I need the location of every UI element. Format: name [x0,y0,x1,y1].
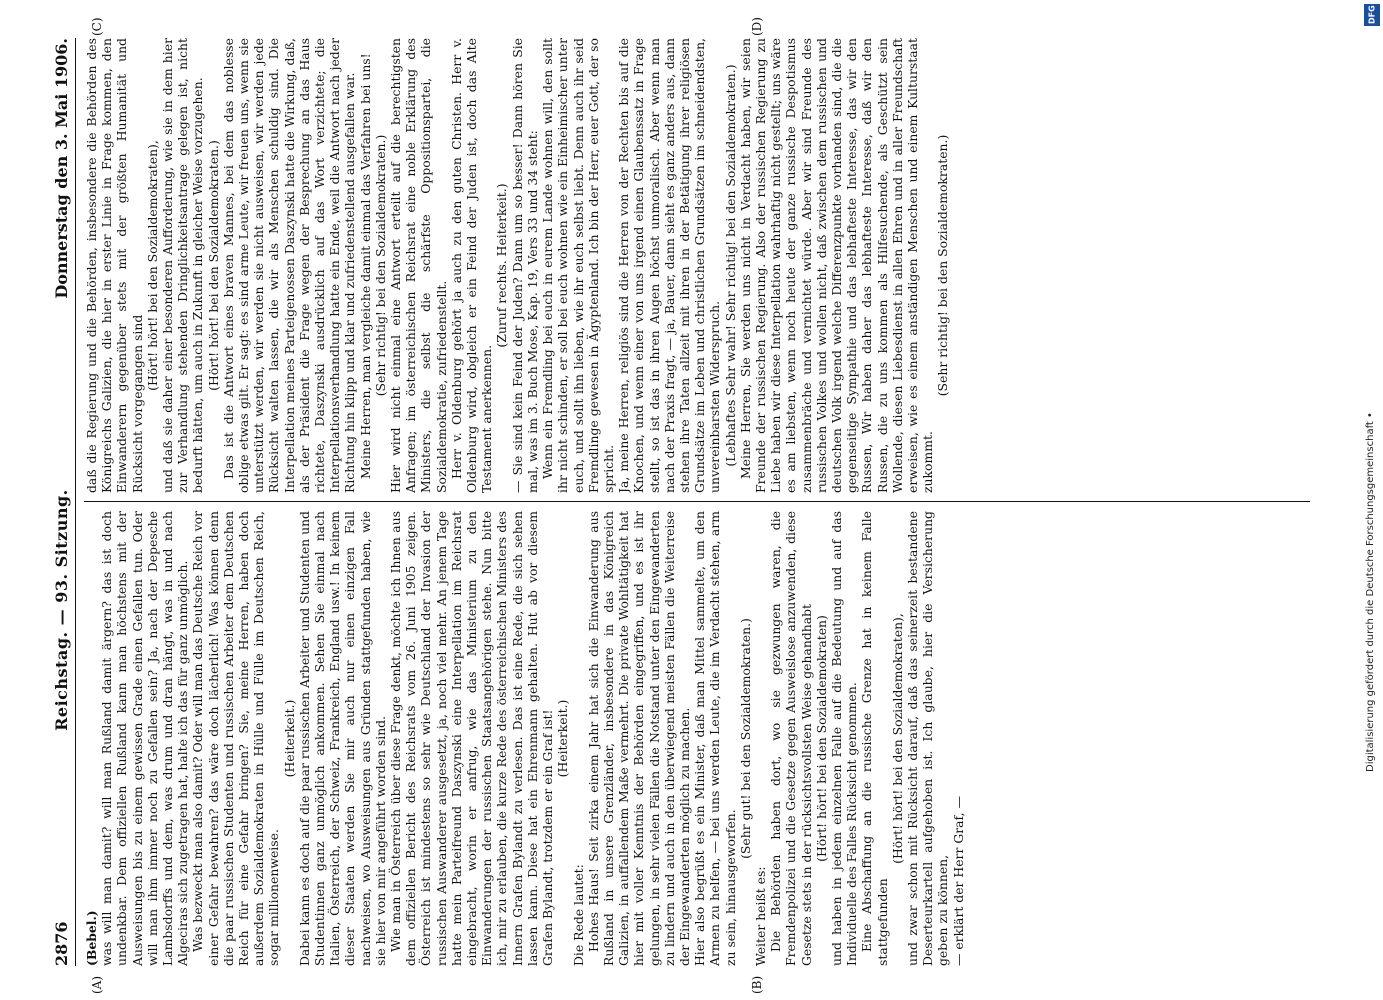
paragraph: Hier wird nicht einmal eine Antwort erteilt auf die berechtigsten Anfragen; im österreichischen Reichsrat eine noble Erklärung des Ministers, die selbst die schärfste Oppositionspartei, die Sozialdemokratie, zufriedenstellt. [388,38,449,493]
paragraph: Hohes Haus! Seit zirka einem Jahr hat sich die Einwanderung aus Rußland in unsere Grenzländer, insbesondere in das Königreich Galizien, in auffallendem Maße vermehrt. Die private Wohltätigkeit hat hier mit voller Kenntnis der Behörden eingegriffen, und es ist ihr gelungen, in sehr vielen Fällen die Notstand unter den Eingewanderten zu lindern und auch in den überwiegend meisten Fällen die Weiterreise der Eingewanderten möglich zu machen. [585,511,692,966]
paragraph: und zwar schon mit Rücksicht darauf, daß das seinerzeit bestandene Deserteurkartell aufgehoben ist. Ich glaube, hier die Versicherung geben zu können, [904,511,951,966]
paragraph: Hier also begrüßt es ein Minister, daß man Mittel sammelte, um den Armen zu helfen, — bei uns werden Leute, die im Verdacht stehen, arm zu sein, hinausgeworfen. [692,511,738,966]
header-left-title: Reichstag. — 93. Sitzung. [52,489,71,731]
interjection: (Heiterkeit.) [555,699,571,778]
margin-marker-b: (B) [750,975,764,994]
margin-marker-d: (D) [750,17,764,36]
interjection: (Lebhaftes Sehr wahr! Sehr richtig! bei den Sozialdemokraten.) [722,64,738,467]
interjection: (Sehr gut! bei den Sozialdemokraten.) [737,618,753,859]
margin-marker-c: (C) [90,17,104,36]
paragraph: was will man damit? will man Rußland damit ärgern? das ist doch undenkbar. Dem offiziellen Rußland kann man höchstens mit der Ausweisungen bis zu einem gewissen Grade einen Gefallen tun. Oder will man ihm immer noch zu Gefallen sein? Ja, nach der Depesche Lambsdorffs und dem, was drum und dran hängt, was in und nach Algeciras sich zugetragen hat, halte ich das für ganz unmöglich. [99,511,191,966]
text-columns [84,38,1304,966]
digitization-credit: Digitalisierung gefördert durch die Deutsche Forschungsgemeinschaft • [1365,412,1376,772]
paragraph: Weiter heißt es: [752,866,768,966]
paragraph: Das ist die Antwort eines braven Mannes, bei dem das noblesse oblige etwas gilt. Er sagt: es sind arme Leute, wir freuen uns, wenn sie unterstützt werden, wir werden sie nicht ausweisen, wir werden jede Rücksicht walten lassen, die wir als Menschen schuldig sind. Die Interpellation meines Parteigenossen Daszynski hatte die Wirkung, daß, als der Präsident die Frage wegen der Besprechung an das Haus richtete, Daszynski ausdrücklich auf das Wort verzichtete; die Interpellationsverhandlung hatte ein Ende, weil die Antwort nach jeder Richtung hin klipp und klar und zufriedenstellend ausgefallen war. [220,38,358,493]
paragraph: — erklärt der Herr Graf, — [950,796,966,966]
interjection: (Hört! hört! bei den Sozialdemokraten) [813,615,829,862]
interjection: (Hört! hört! bei den Sozialdemokraten.) [205,140,221,391]
interjection: (Sehr richtig! bei den Sozialdemokraten.) [372,134,388,397]
interjection: (Zuruf rechts. Heiterkeit.) [494,183,510,348]
paragraph: Dabei kann es doch auf die paar russischen Arbeiter und Studenten und Studentinnen ganz unmöglich ankommen. Sehen Sie einmal nach Italien, Österreich, der Schweiz, Frankreich, England usw.! In keinem dieser Staaten werden Sie mir auch nur einen einzigen Fall nachweisen, wo Ausweisungen aus Gründen stattgefunden haben, wie sie hier von mir angeführt worden sind. [296,511,388,966]
paragraph: Wie man in Österreich über diese Frage denkt, möchte ich Ihnen aus dem offiziellen Bericht des Reichsrats vom 26. Juni 1905 zeigen. Österreich ist mindestens so sehr wie Deutschland der Invasion der russischen Auswanderer ausgesetzt, ja, noch viel mehr. An jenem Tage hatte mein Parteifreund Daszynski eine Interpellation im Reichsrat eingebracht, worin er anfrug, wie das Ministerium zu den Einwanderungen der russischen Staatsangehörigen stehe. Nun bitte ich, mir zu erlauben, die kurze Rede des österreichischen Ministers des Innern Grafen Bylandt zu verlesen. Das ist eine Rede, die sich sehen lassen kann. Diese hat ein Ehrenmann gehalten. Hut ab vor diesem Grafen Bylandt, trotzdem er ein Graf ist! [388,511,556,966]
paragraph: Meine Herren, man vergleiche damit einmal das Verfahren bei uns! [357,53,373,479]
interjection: (Heiterkeit.) [281,699,297,778]
interjection: (Sehr richtig! bei den Sozialdemokraten.) [935,134,951,397]
page-content [50,17,1310,994]
column-divider [84,501,1310,502]
paragraph: Eine Abschaffung an die russische Grenze hat in keinem Falle stattgefunden [859,511,890,966]
page-header [50,38,76,966]
paragraph: und haben in jedem einzelnen Falle auf die Bedeutung und auf das Individuelle des Falles Rücksicht genommen. [828,511,860,966]
digitization-sidebar [1362,0,1383,1000]
speaker-name: (Bebel.) [84,910,99,966]
interjection: (Hört! hört! bei den Sozialdemokraten), [144,140,160,391]
left-column [84,511,1304,966]
right-column [84,38,1304,493]
paragraph: Meine Herren, Sie werden uns nicht in Verdacht haben, wir seien Freunde der russischen Regierung. Also der russischen Regierung zu Liebe haben wir diese Interpellation wahrhaftig nicht gestellt; uns wäre es am liebsten, wenn noch heute der ganze russische Despotismus zusammenbräche und vernichtet würde. Aber wir sind Freunde des russischen Volkes und wollen nicht, daß zwischen dem russischen und deutschen Volk irgend welche Differenzpunkte vorhanden sind, die die gegenseitige Sympathie und das lebhafteste Interesse, das wir den Russen, Wir haben daher das lebhafteste Interesse, daß wir den Russen, die zu uns kommen als Hilfesuchende, als Geschützt sein Wollende, diesen Liebesdienst in allen Ehren und in aller Freundschaft erweisen, wie es einem anständigen Menschen und einem Kulturstaat zukommt. [737,38,936,493]
paragraph: daß die Regierung und die Behörden, insbesondere die Behörden des Königreichs Galizien, die hier in erster Linie in Frage kommen, den Einwanderern gegenüber stets mit der größten Humanität und Rücksicht vorgegangen sind [84,38,145,493]
paragraph: Ja, meine Herren, religiös sind die Herren von der Rechten bis auf die Knochen, und wenn einer von uns irgend einen Glaubenssatz in Frage stellt, so ist das in ihren Augen höchst unmoralisch. Aber wenn man nach der Praxis fragt, — ja, Bauer, dann sieht es ganz anders aus, dann stehen ihre Taten allzeit mit ihren in der Betätigung ihrer religiösen Grundsätze im Leben und christlichen Grundsätzen im schneidendsten, unvereinbarsten Widerspruch. [616,38,723,493]
header-right-title: Donnerstag den 3. Mai 1906. [52,38,71,299]
paragraph: Herr v. Oldenburg gehört ja auch zu den guten Christen. Herr v. Oldenburg wird, obgleich er ein Feind der Juden ist, doch das Alte Testament anerkennen. [448,38,495,493]
paragraph: Wenn ein Fremdling bei euch in eurem Lande wohnen will, den sollt ihr nicht schinden, er soll bei euch wohnen wie ein Einheimischer unter euch, und sollt ihn lieben, wie ihr euch selbst liebt. Denn auch ihr seid Fremdlinge gewesen in Ägyptenland. Ich bin der Herr, euer Gott, der so spricht. [540,38,616,493]
paragraph: Was bezweckt man also damit? Oder will man das Deutsche Reich vor einer Gefahr bewahren? das wäre doch lächerlich! Was können denn die paar russischen Studenten und russischen Arbeiter dem Deutschen Reich für eine Gefahr bringen? Sie, meine Herren, haben doch außerdem Sozialdemokraten in Hülle und Fülle im Deutschen Reich, sogar millionenweise. [190,511,282,966]
interjection: (Hört! hört! bei den Sozialdemokraten), [889,613,905,864]
paragraph: Die Behörden haben dort, wo sie gezwungen waren, die Fremdenpolizei und die Gesetze gegen Ausweislose anzuwenden, diese Gesetze stets in der rücksichtsvollsten Weise gehandhabt [768,511,814,966]
margin-marker-a: (A) [90,975,104,994]
paragraph: — Sie sind kein Feind der Juden? Dann um so besser! Dann hören Sie mal, was im 3. Buch Mose, Kap. 19, Vers 33 und 34 steht: [509,38,540,493]
paragraph: und daß sie daher einer besonderen Aufforderung, wie sie in dem hier zur Verhandlung stehenden Dringlichkeitsantrage gelegen ist, nicht bedurft hätten, um auch in Zukunft in gleicher Weise vorzugehen. [160,38,206,493]
page-number: 2876 [52,921,71,966]
dfg-logo: DFG [1364,4,1380,26]
paragraph: Die Rede lautet: [570,864,586,966]
